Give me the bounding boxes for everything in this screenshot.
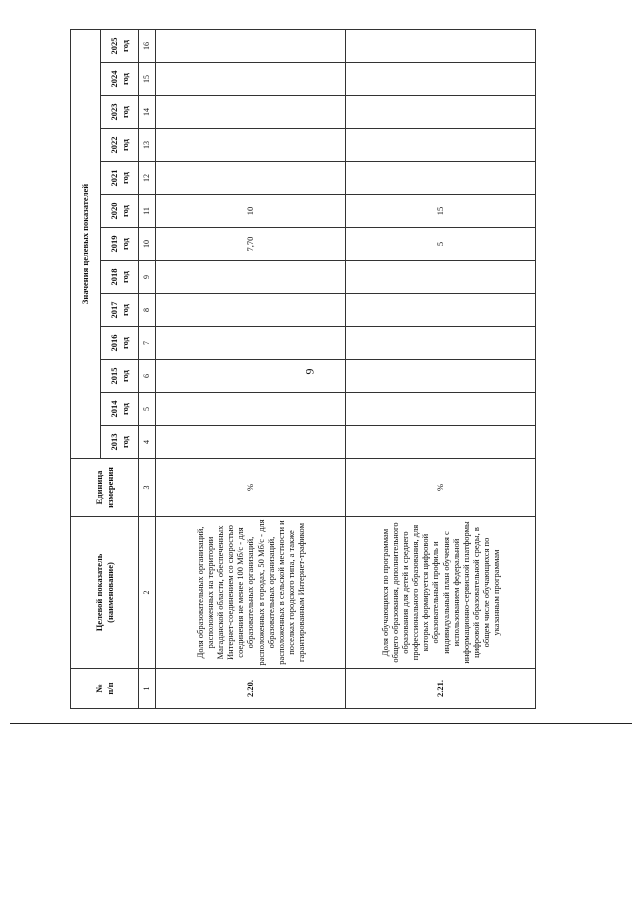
column-number-14: 15 [139, 63, 156, 96]
column-number-7: 8 [139, 294, 156, 327]
table-viewport [70, 29, 640, 709]
column-numbers-row [139, 29, 156, 708]
row-value [346, 63, 536, 96]
column-number-6: 7 [139, 327, 156, 360]
row-value [156, 327, 346, 360]
column-number-4: 5 [139, 393, 156, 426]
row-value [156, 393, 346, 426]
column-number-13: 14 [139, 96, 156, 129]
row-value [156, 360, 346, 393]
row-value [156, 162, 346, 195]
row-value [346, 327, 536, 360]
header-year-10: 2023 год [101, 96, 139, 129]
footer-divider [10, 723, 632, 724]
row-name: Доля образовательных организаций, расположенных на территории Магаданской области, обеспеченных Интернет-соединением со скоростью соединения не менее 100 Мб/с - для образовательных организаций, расположенных в городах, 50 Мб/с - для образовательных организаций, расположенных в сельской местности и поселках городского типа, а также гарантированным Интернет-трафиком [156, 517, 346, 669]
header-year-9: 2022 год [101, 129, 139, 162]
row-value [346, 294, 536, 327]
row-value: 10 [156, 195, 346, 228]
table-row [346, 29, 536, 708]
header-year-0: 2013 год [101, 426, 139, 459]
row-value: 5 [346, 228, 536, 261]
row-value [156, 63, 346, 96]
header-name: Целевой показатель (наименование) [71, 517, 139, 669]
targets-table [70, 29, 536, 709]
header-year-1: 2014 год [101, 393, 139, 426]
header-year-7: 2020 год [101, 195, 139, 228]
header-year-2: 2015 год [101, 360, 139, 393]
row-value [346, 129, 536, 162]
row-value [156, 29, 346, 62]
column-number-12: 13 [139, 129, 156, 162]
row-value [346, 29, 536, 62]
header-year-6: 2019 год [101, 228, 139, 261]
column-number-8: 9 [139, 261, 156, 294]
column-number-1: 2 [139, 517, 156, 669]
column-number-15: 16 [139, 29, 156, 62]
row-unit: % [346, 459, 536, 517]
row-num: 2.21. [346, 669, 536, 709]
row-value [346, 426, 536, 459]
header-unit: Единица измерения [71, 459, 139, 517]
column-number-11: 12 [139, 162, 156, 195]
row-value: 7,70 [156, 228, 346, 261]
row-value [156, 261, 346, 294]
header-year-8: 2021 год [101, 162, 139, 195]
row-value [346, 162, 536, 195]
header-year-11: 2024 год [101, 63, 139, 96]
table-body [156, 29, 536, 708]
column-number-10: 11 [139, 195, 156, 228]
row-unit: % [156, 459, 346, 517]
page-number: 9 [302, 368, 317, 375]
row-value [346, 360, 536, 393]
header-num: № п/п [71, 669, 139, 709]
header-year-4: 2017 год [101, 294, 139, 327]
row-value [346, 393, 536, 426]
rotated-table-container [70, 29, 640, 709]
header-values: Значения целевых показателей [71, 29, 101, 458]
column-number-0: 1 [139, 669, 156, 709]
header-year-3: 2016 год [101, 327, 139, 360]
row-value [156, 129, 346, 162]
header-year-5: 2018 год [101, 261, 139, 294]
column-number-9: 10 [139, 228, 156, 261]
row-value: 15 [346, 195, 536, 228]
row-name: Доля обучающихся по программам общего образования, дополнительного образования для детей и среднего профессионального образования, для которых формируется цифровой образовательный профиль и индивидуальный план обучения с использованием федеральной информационно-сервисной платформы цифровой образовательной среды, в общем числе обучающихся по указанным программам [346, 517, 536, 669]
column-number-5: 6 [139, 360, 156, 393]
row-value [156, 96, 346, 129]
row-value [346, 261, 536, 294]
table-row [156, 29, 346, 708]
column-number-3: 4 [139, 426, 156, 459]
row-num: 2.20. [156, 669, 346, 709]
row-value [156, 294, 346, 327]
header-year-12: 2025 год [101, 29, 139, 62]
row-value [346, 96, 536, 129]
row-value [156, 426, 346, 459]
column-number-2: 3 [139, 459, 156, 517]
